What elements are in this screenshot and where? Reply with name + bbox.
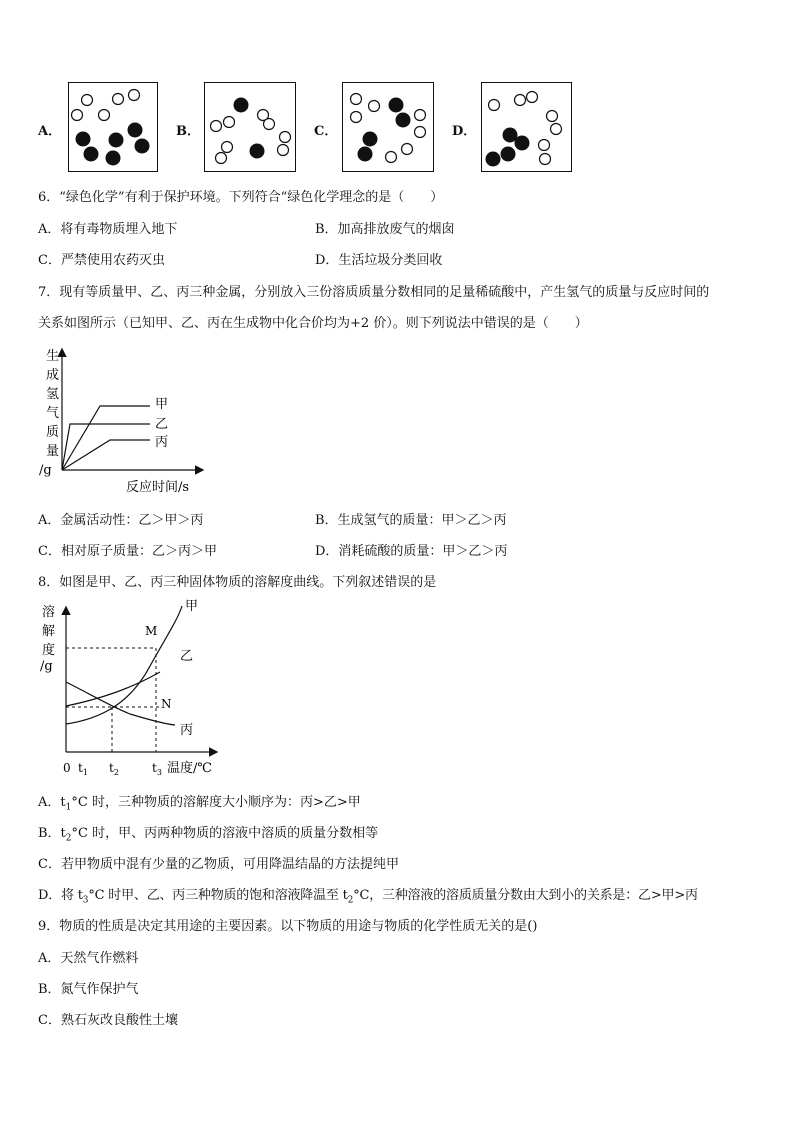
q7-option-c: C．相对原子质量：乙＞丙＞甲 bbox=[38, 544, 217, 559]
q8-point-m: M bbox=[145, 624, 158, 638]
q7-ylabel-5: 量 bbox=[46, 444, 60, 459]
q7-ylabel-3: 气 bbox=[46, 406, 60, 421]
q5-option-c-diagram bbox=[342, 82, 434, 172]
q6-stem: 6．“绿色化学”有利于保护环境。下列符合“绿色化学理念的是（ ） bbox=[38, 190, 444, 205]
q8-ylabel-0: 溶 bbox=[42, 605, 56, 620]
q9-option-c: C．熟石灰改良酸性土壤 bbox=[38, 1013, 178, 1028]
q8-tick-t1: $t_1$ bbox=[78, 761, 88, 777]
q8-label-yi: 乙 bbox=[180, 649, 194, 664]
q8-origin: 0 bbox=[63, 761, 71, 775]
q7-ylabel-0: 生 bbox=[46, 349, 60, 364]
q8-ylabel-2: 度 bbox=[42, 643, 56, 658]
q9-option-b: B．氮气作保护气 bbox=[38, 982, 139, 997]
q7-label-yi: 乙 bbox=[155, 417, 169, 432]
q5-option-b-diagram bbox=[204, 82, 296, 172]
q7-series-bing bbox=[62, 440, 150, 470]
q8-series-bing bbox=[66, 682, 175, 725]
q6-option-d: D．生活垃圾分类回收 bbox=[315, 253, 443, 268]
q8-label-bing: 丙 bbox=[180, 723, 194, 738]
q7-option-b: B．生成氢气的质量：甲＞乙＞丙 bbox=[315, 513, 507, 528]
q7-hydrogen-graph bbox=[30, 340, 230, 498]
q6-option-b: B．加高排放废气的烟囱 bbox=[315, 222, 455, 237]
particle-diagram-d bbox=[482, 83, 570, 170]
q8-option-a: A．$t_1^\circ C$ 时，三种物质的溶解度大小顺序为：丙>乙>甲 bbox=[38, 795, 361, 813]
q8-stem: 8．如图是甲、乙、丙三种固体物质的溶解度曲线。下列叙述错误的是 bbox=[38, 575, 437, 590]
q5-option-c-letter: C． bbox=[314, 124, 338, 139]
q8-point-n: N bbox=[161, 697, 172, 711]
q5-option-a-diagram bbox=[68, 82, 158, 172]
q7-option-d: D．消耗硫酸的质量：甲＞乙＞丙 bbox=[315, 544, 508, 559]
q7-stem-line2: 关系如图所示（已知甲、乙、丙在生成物中化合价均为+2 价）。则下列说法中错误的是（ ） bbox=[38, 316, 588, 331]
q7-label-jia: 甲 bbox=[155, 397, 169, 412]
q5-option-b-letter: B． bbox=[176, 124, 200, 139]
q7-ylabel-6: /g bbox=[39, 463, 52, 478]
q9-option-a: A．天然气作燃料 bbox=[38, 951, 139, 966]
q8-option-b: B．$t_2^\circ C$ 时，甲、丙两种物质的溶液中溶质的质量分数相等 bbox=[38, 826, 379, 844]
q5-option-a-letter: A． bbox=[38, 124, 62, 139]
particle-diagram-c bbox=[343, 83, 432, 170]
q8-label-jia: 甲 bbox=[185, 599, 199, 614]
q5-option-d-letter: D． bbox=[452, 124, 477, 139]
q9-stem: 9．物质的性质是决定其用途的主要因素。以下物质的用途与物质的化学性质无关的是() bbox=[38, 919, 538, 934]
particle-diagram-a bbox=[69, 83, 156, 170]
q8-tick-t3: $t_3$ bbox=[152, 761, 162, 777]
q7-series-jia bbox=[62, 406, 150, 470]
q7-label-bing: 丙 bbox=[155, 435, 169, 450]
q7-ylabel-4: 质 bbox=[46, 425, 60, 440]
q5-option-d-diagram bbox=[481, 82, 572, 172]
q7-option-a: A．金属活动性：乙＞甲＞丙 bbox=[38, 513, 204, 528]
particle-diagram-b bbox=[205, 83, 294, 170]
q8-ylabel-3: /g bbox=[40, 659, 53, 674]
q6-option-c: C．严禁使用农药灭虫 bbox=[38, 253, 165, 268]
q8-option-d: D．将 $t_3^\circ C$ 时甲、乙、丙三种物质的饱和溶液降温至 $t_2^\circ C$，三种溶液的溶质质量分数由大到小的关系是：乙>甲>丙 bbox=[38, 888, 698, 906]
q8-tick-t2: $t_2$ bbox=[109, 761, 119, 777]
q6-option-a: A．将有毒物质埋入地下 bbox=[38, 222, 178, 237]
q7-ylabel-2: 氢 bbox=[46, 387, 60, 402]
q8-solubility-graph bbox=[30, 594, 230, 782]
q8-xlabel: 温度/℃ bbox=[167, 761, 212, 776]
q7-xlabel: 反应时间/s bbox=[126, 480, 190, 495]
q7-stem-line1: 7．现有等质量甲、乙、丙三种金属，分别放入三份溶质质量分数相同的足量稀硫酸中，产生氢气的质量与反应时间的 bbox=[38, 285, 710, 300]
q8-option-c: C．若甲物质中混有少量的乙物质，可用降温结晶的方法提纯甲 bbox=[38, 857, 399, 872]
q7-ylabel-1: 成 bbox=[46, 368, 60, 383]
q8-ylabel-1: 解 bbox=[42, 624, 56, 639]
